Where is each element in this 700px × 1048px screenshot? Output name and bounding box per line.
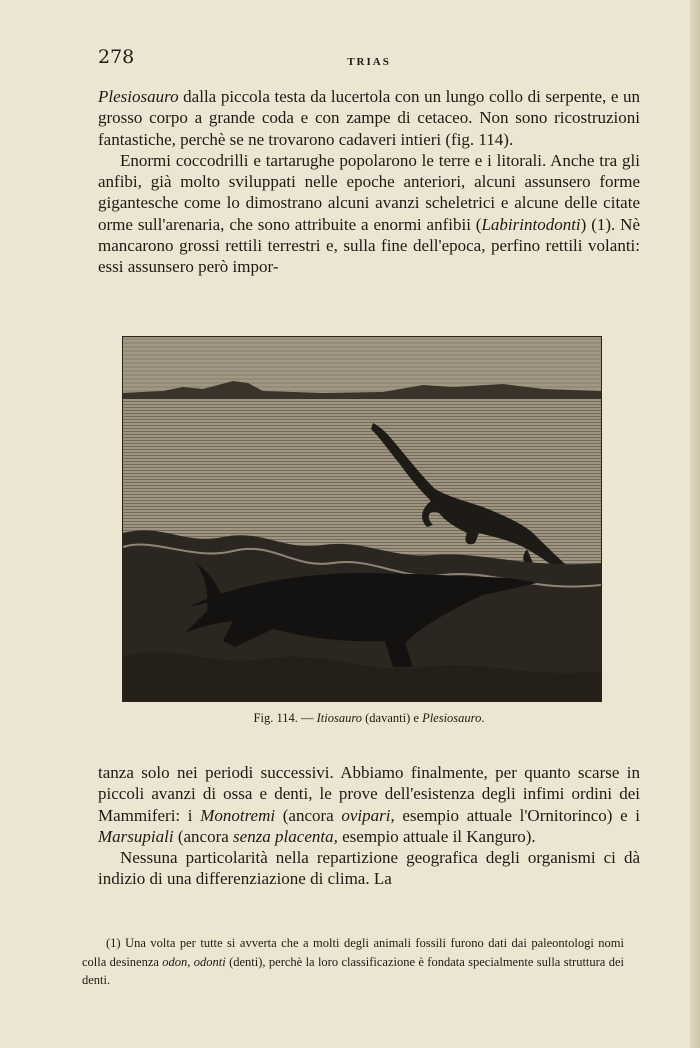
figure-illustration	[122, 336, 602, 702]
paragraph-text: dalla piccola testa da lucertola con un lungo collo di serpente, e un grosso corpo a grande coda e con zampe di cetaceo. Non sono ricostruzioni fantastiche, perchè se ne trovarono cadaveri intieri (fig. 114).	[98, 87, 640, 149]
italic-term: Marsupiali	[98, 826, 174, 846]
italic-term: ovipari,	[341, 805, 395, 825]
page-header	[98, 46, 640, 74]
paragraph-climate: Nessuna particolarità nella repartizione geografica degli organismi ci dà indizio di una differenziazione di clima. La	[98, 848, 640, 889]
paragraph-text: ) (1). Nè mancarono grossi rettili terrestri e, sulla fine dell'epoca, perfino rettili volanti: essi assunsero però impor-	[98, 214, 640, 277]
caption-mid: (davanti) e	[362, 711, 423, 725]
paragraph-text: (ancora	[275, 805, 342, 825]
paragraph-text: (ancora	[173, 826, 234, 846]
italic-term: Monotremi	[200, 805, 276, 825]
paragraph-text: esempio attuale l'Ornitorinco) e i	[394, 805, 640, 825]
italic-term: Labirintodonti	[481, 214, 581, 234]
caption-italic-plesiosauro: Plesiosauro	[422, 711, 482, 725]
page-number: 278	[98, 46, 135, 68]
caption-prefix: Fig. 114. —	[253, 711, 317, 725]
italic-term: Plesiosauro	[98, 87, 179, 106]
running-head: TRIAS	[347, 56, 391, 68]
engraving-marine-reptiles	[123, 337, 601, 701]
footnote-part: (denti), perchè la loro classificazione è fondata specialmente sulla struttura dei denti.	[82, 954, 624, 987]
figure-caption	[98, 711, 640, 726]
paragraph-text: tanza solo nei periodi successivi. Abbiamo finalmente, per quanto scarse in piccoli avanzi di ossa e denti, le prove dell'esistenza degli infimi ordini dei Mammiferi: i	[98, 763, 640, 825]
footnote-text	[82, 934, 624, 990]
paragraph-text: esempio attuale il Kanguro).	[337, 826, 536, 846]
caption-italic-itiosauro: Itiosauro	[316, 711, 363, 725]
footnote-part: (1) Una volta per tutte si avverta che a molti degli animali fossili furono dati dai paleontologi nomi colla desinenza	[82, 936, 624, 969]
paragraph-text: Enormi coccodrilli e tartarughe popolarono le terre e i litorali. Anche tra gli anfibi, già molto sviluppati nelle epoche anteriori, alcuni assunsero forme gigantesche come lo dimostrano alcuni avanzi scheletrici e alcune delle citate orme sull'arenaria, che sono attribuite a enormi anfibii (	[98, 150, 640, 234]
text-block-bottom	[98, 762, 640, 890]
paragraph-plesiosauro	[98, 86, 640, 150]
caption-end: .	[481, 711, 485, 725]
footnote-italic: odon, odonti	[162, 954, 226, 969]
page-edge	[690, 0, 700, 1048]
italic-term: senza placenta,	[233, 826, 338, 846]
paragraph-reptiles	[98, 150, 640, 278]
paragraph-mammals	[98, 762, 640, 847]
footnote	[82, 934, 624, 990]
text-block-top	[98, 86, 640, 278]
